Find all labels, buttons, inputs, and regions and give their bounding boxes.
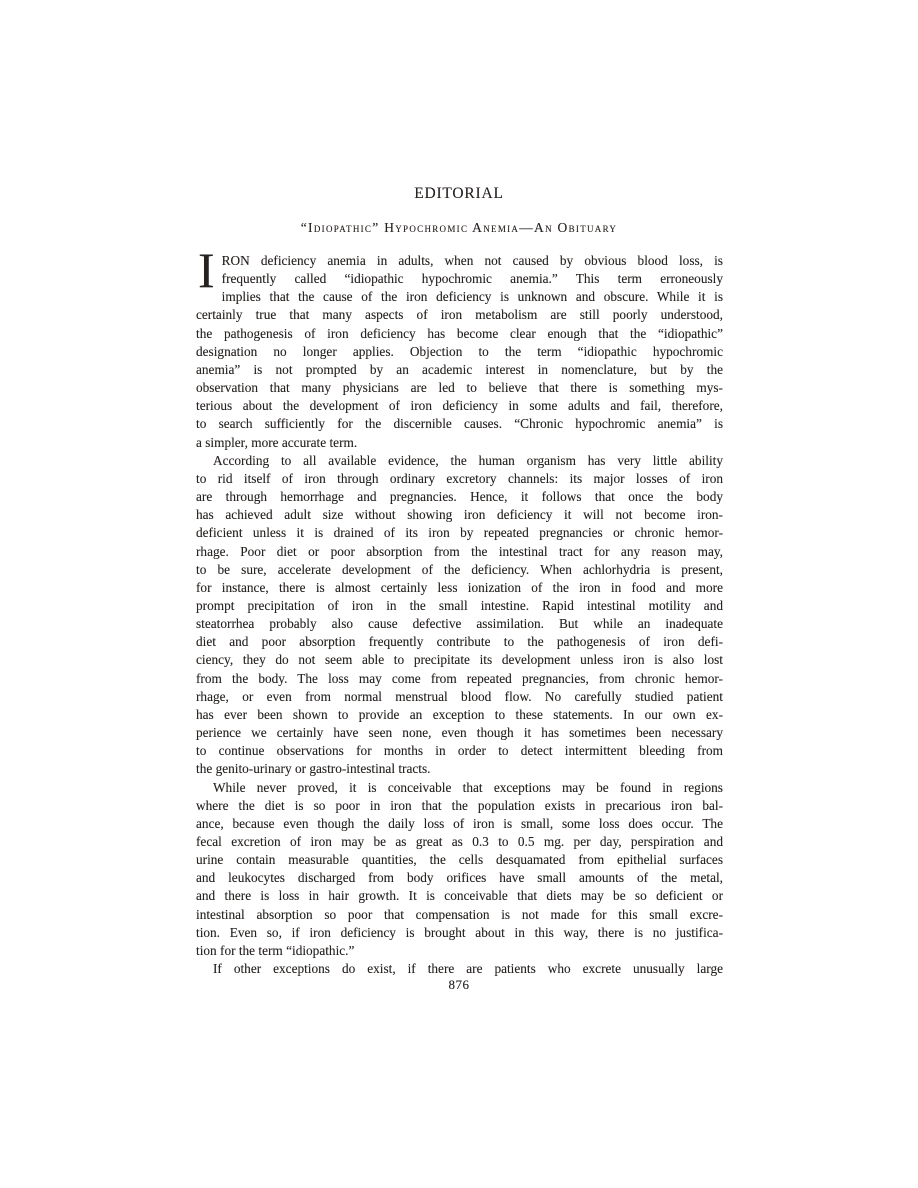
text-line: terious about the development of iron deficiency in some adults and fail, therefore, [196, 398, 723, 414]
text-line: RON deficiency anemia in adults, when not caused by obvious blood loss, is [221, 253, 723, 268]
text-line: designation no longer applies. Objection to the term “idiopathic hypochromic [196, 343, 723, 359]
text-line: and leukocytes discharged from body orifices have small amounts of the metal, [196, 870, 723, 886]
text-line: steatorrhea probably also cause defective assimilation. But while an inadequate [196, 616, 723, 632]
paragraph [196, 242, 723, 452]
text-line: implies that the cause of the iron deficiency is unknown and obscure. While it is [221, 289, 723, 305]
text-line: intestinal absorption so poor that compensation is not made for this small excre- [196, 906, 723, 922]
text-line: and there is loss in hair growth. It is conceivable that diets may be so deficient or [196, 888, 723, 904]
text-line: perience we certainly have seen none, even though it has sometimes been necessary [196, 725, 723, 741]
text-line: a simpler, more accurate term. [196, 434, 358, 450]
text-line: are through hemorrhage and pregnancies. Hence, it follows that once the body [196, 489, 723, 505]
paragraph [196, 960, 723, 978]
text-line: diet and poor absorption frequently contribute to the pathogenesis of iron defi- [196, 634, 723, 650]
text-line: certainly true that many aspects of iron metabolism are still poorly understood, [196, 307, 723, 323]
text-line: urine contain measurable quantities, the cells desquamated from epithelial surfaces [196, 852, 723, 868]
text-line: from the body. The loss may come from repeated pregnancies, from chronic hemor- [196, 670, 723, 686]
text-line: rhage. Poor diet or poor absorption from the intestinal tract for any reason may, [196, 543, 723, 559]
article-body [196, 242, 723, 978]
text-line: where the diet is so poor in iron that the population exists in precarious iron bal- [196, 797, 723, 813]
text-line: fecal excretion of iron may be as great as 0.3 to 0.5 mg. per day, perspiration and [196, 834, 723, 849]
drop-cap-initial: I [198, 242, 215, 298]
text-line: to continue observations for months in order to detect intermittent bleeding from [196, 743, 723, 759]
article-title: “Idiopathic” Hypochromic Anemia—An Obituary [300, 220, 618, 235]
text-line: ance, because even though the daily loss of iron is small, some loss does occur. The [196, 815, 723, 831]
text-line: tion. Even so, if iron deficiency is brought about in this way, there is no justifica- [196, 924, 723, 940]
paragraph [196, 452, 723, 779]
text-line: If other exceptions do exist, if there are patients who excrete unusually large [213, 961, 723, 977]
text-line: has achieved adult size without showing iron deficiency it will not become iron- [196, 507, 723, 523]
text-line: to be sure, accelerate development of the deficiency. When achlorhydria is present, [196, 561, 723, 577]
text-line: to rid itself of iron through ordinary excretory channels: its major losses of iron [196, 470, 723, 486]
text-line: anemia” is not prompted by an academic interest in nomenclature, but by the [196, 361, 723, 377]
text-line: While never proved, it is conceivable that exceptions may be found in regions [213, 779, 723, 795]
text-line: rhage, or even from normal menstrual blood flow. No carefully studied patient [196, 688, 723, 704]
text-line: According to all available evidence, the human organism has very little ability [213, 452, 723, 468]
text-line: the genito-urinary or gastro-intestinal tracts. [196, 761, 431, 777]
text-line: observation that many physicians are led to believe that there is something mys- [196, 380, 723, 396]
text-line: the pathogenesis of iron deficiency has become clear enough that the “idiopathic” [196, 325, 723, 341]
text-line: to search sufficiently for the discernible causes. “Chronic hypochromic anemia” is [196, 416, 723, 432]
section-heading: EDITORIAL [414, 185, 504, 202]
text-line: deficient unless it is drained of its iron by repeated pregnancies or chronic hemor- [196, 525, 723, 541]
page-number: 876 [448, 977, 470, 992]
text-line: tion for the term “idiopathic.” [196, 942, 355, 958]
text-line: for instance, there is almost certainly less ionization of the iron in food and more [196, 579, 723, 595]
text-line: prompt precipitation of iron in the small intestine. Rapid intestinal motility and [196, 597, 723, 613]
text-line: frequently called “idiopathic hypochromic anemia.” This term erroneously [221, 271, 723, 287]
text-line: ciency, they do not seem able to precipitate its development unless iron is also lost [196, 652, 723, 668]
text-line: has ever been shown to provide an exception to these statements. In our own ex- [196, 706, 723, 722]
paragraph [196, 779, 723, 961]
